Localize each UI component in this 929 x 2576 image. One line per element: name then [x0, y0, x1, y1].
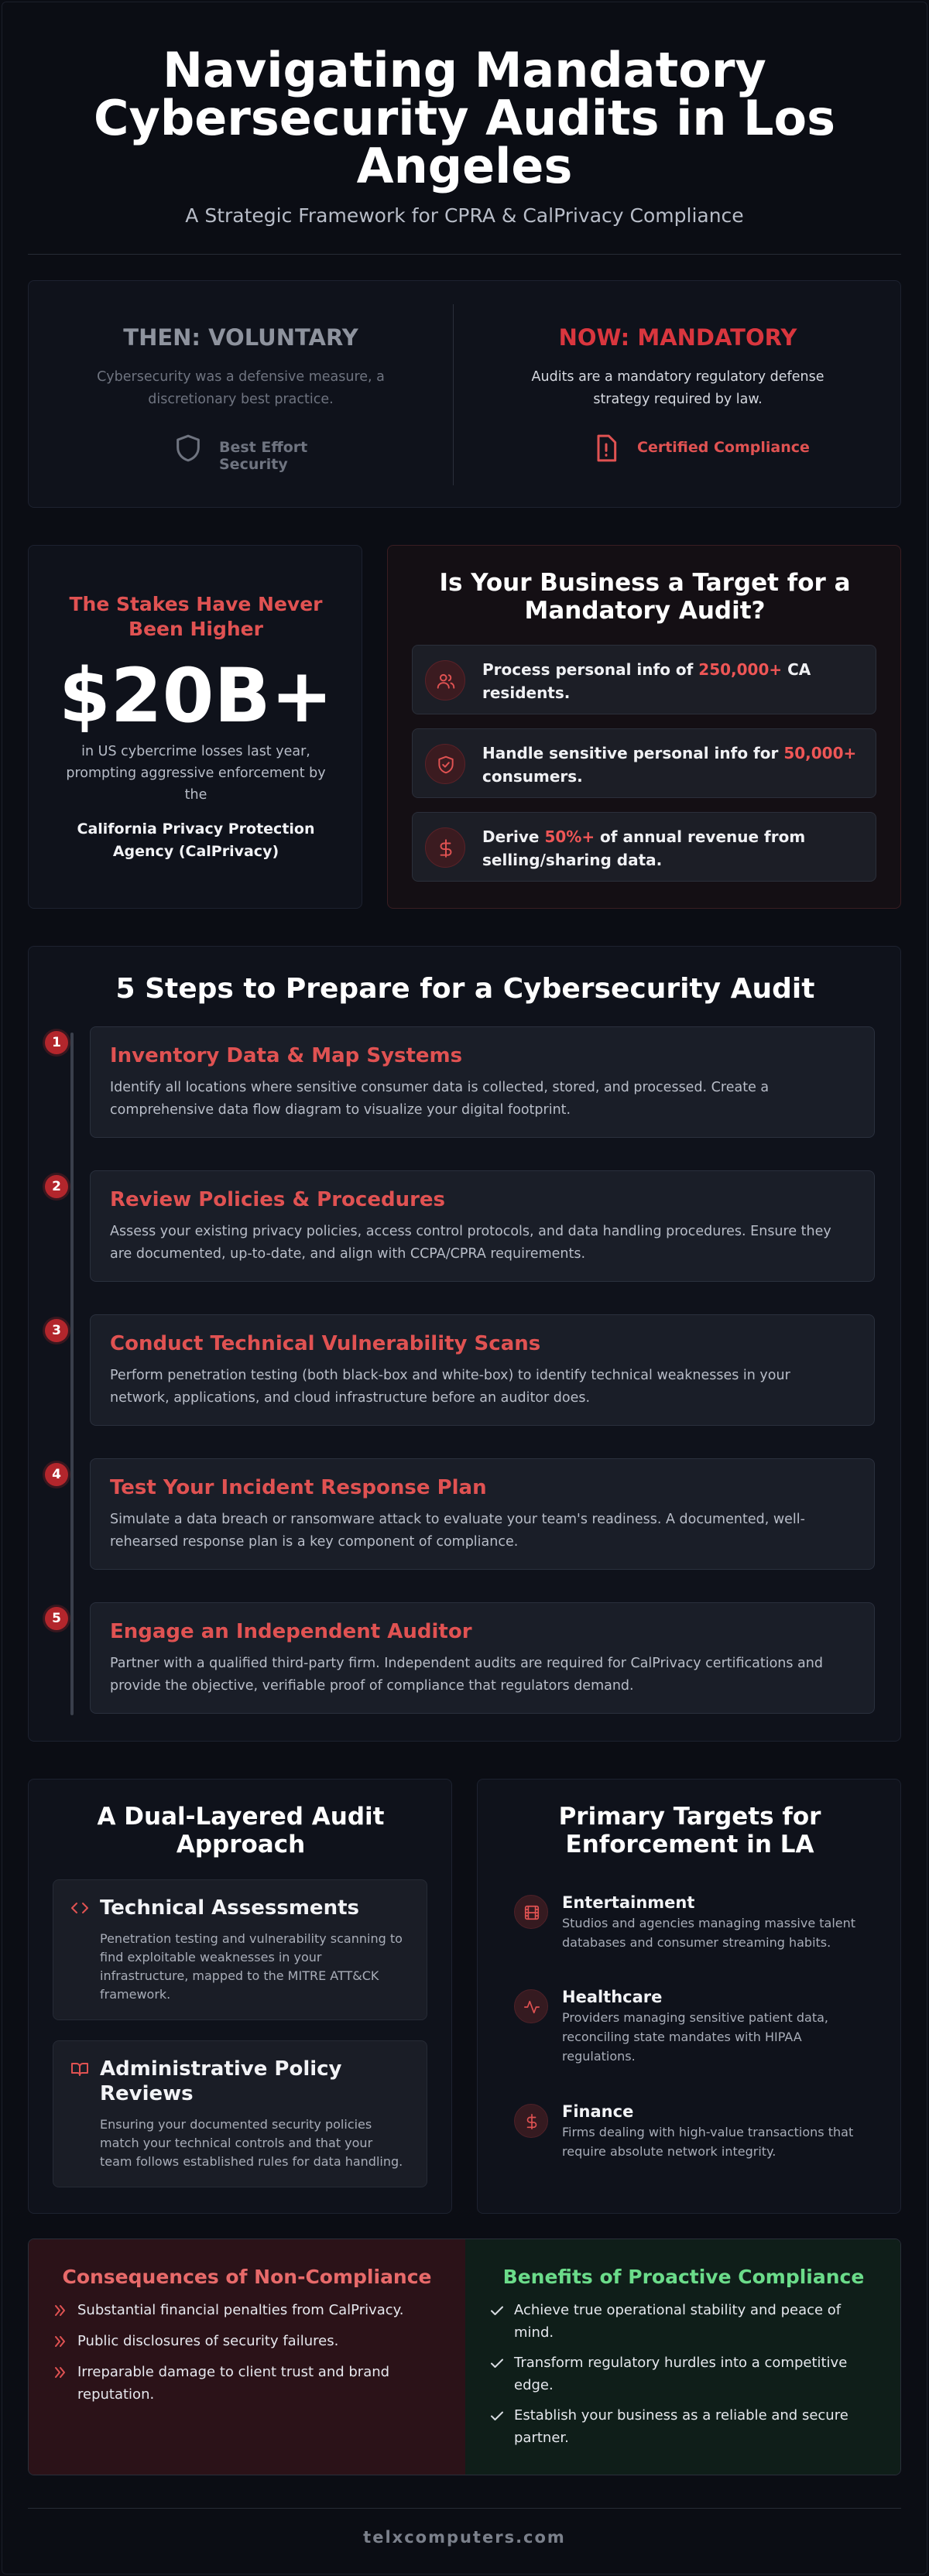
code-icon: [70, 1899, 89, 1917]
shield-icon: [173, 431, 204, 465]
text-line: A Dual-Layered Audit: [97, 1803, 385, 1831]
criterion-line: residents.: [482, 683, 571, 702]
target-title: Finance: [562, 2102, 634, 2121]
step-number: 2: [45, 1175, 68, 1198]
text-line: Reviews: [100, 2082, 194, 2105]
now-badge-label: Certified Compliance: [637, 439, 810, 456]
step-description: Identify all locations where sensitive consumer data is collected, stored, and processed. Create a comprehensive data flow diagram to visualize your digital footprint.: [110, 1080, 770, 1118]
text-line: Audits are a mandatory regulatory defense: [531, 369, 824, 385]
text-line: infrastructure, mapped to the MITRE ATT&CK: [100, 1968, 379, 1983]
text-line: find exploitable weaknesses in your: [100, 1950, 322, 1965]
criterion-icon-badge: [425, 660, 465, 701]
step-title: Review Policies & Procedures: [110, 1188, 446, 1211]
then-description: [29, 366, 453, 411]
step-title: Test Your Incident Response Plan: [110, 1476, 487, 1499]
chevrons-icon: [53, 2303, 68, 2318]
then-badge: [145, 428, 338, 473]
step-card: [90, 1026, 875, 1138]
step-description: Assess your existing privacy policies, access control protocols, and data handling procedures. Ensure they are documented, up-to-date, and align with CCPA/CPRA requirements.: [110, 1224, 831, 1262]
book-icon: [70, 2060, 89, 2078]
consequences-title: Consequences of Non-Compliance: [62, 2266, 432, 2288]
text-line: Penetration testing and vulnerability scanning to: [100, 1931, 403, 1946]
approach-item: [53, 1879, 427, 2020]
benefit-text: [514, 2352, 847, 2396]
text-line: Irreparable damage to client trust and brand: [77, 2364, 390, 2380]
text-line: Providers managing sensitive patient data,: [562, 2010, 828, 2025]
text-line: Enforcement in LA: [565, 1831, 814, 1858]
text-line: Is Your Business a Target for a: [439, 569, 851, 597]
footer-divider: [28, 2508, 901, 2509]
footer-site[interactable]: telxcomputers.com: [363, 2528, 566, 2547]
step-title: Engage an Independent Auditor: [110, 1620, 472, 1643]
step-number: 1: [45, 1031, 68, 1054]
criterion-text-pre: Handle sensitive personal info for: [482, 744, 784, 762]
title-line: Navigating Mandatory: [163, 42, 766, 98]
benefit-text: [514, 2299, 841, 2344]
text-line: Cybersecurity was a defensive measure, a: [97, 369, 385, 385]
agency-name: [29, 818, 363, 863]
criterion-text-post: of annual revenue from: [595, 827, 806, 846]
text-line: partner.: [514, 2430, 569, 2446]
stakes-card: [28, 545, 362, 909]
text-line: Achieve true operational stability and peace of: [514, 2302, 842, 2318]
text-line: reputation.: [77, 2386, 155, 2403]
text-line: The Stakes Have Never: [69, 593, 323, 615]
text-line: reconciling state mandates with HIPAA: [562, 2030, 802, 2044]
criterion-line: [482, 742, 862, 765]
stakes-stat: $20B+: [59, 653, 333, 739]
text-line: require absolute network integrity.: [562, 2144, 776, 2159]
target-description: [562, 2008, 879, 2066]
check-icon: [489, 2408, 505, 2424]
criterion-text-pre: Process personal info of: [482, 660, 699, 679]
text-line: Public disclosures of security failures.: [77, 2333, 339, 2349]
criterion-line: selling/sharing data.: [482, 851, 663, 869]
criterion-text: [482, 825, 862, 872]
title-line: Angeles: [356, 138, 573, 194]
step-number: 3: [45, 1319, 68, 1342]
page-title: [0, 42, 929, 194]
approach-item-description: [100, 1930, 410, 2004]
users-icon: [436, 671, 456, 691]
text-line: Firms dealing with high-value transactions that: [562, 2125, 854, 2139]
text-line: databases and consumer streaming habits.: [562, 1935, 831, 1950]
text-line: team follows established rules for data handling.: [100, 2154, 403, 2169]
benefits-title: Benefits of Proactive Compliance: [502, 2266, 865, 2288]
target-icon-badge: [514, 1895, 548, 1929]
now-title: NOW: MANDATORY: [558, 324, 797, 351]
step-description: Partner with a qualified third-party firm. Independent audits are required for CalPrivacy certifications and provide the objective, verifiable proof of compliance that regulators demand.: [110, 1656, 823, 1694]
criterion-highlight: 250,000+: [698, 660, 783, 679]
timeline-line: [70, 1033, 74, 1715]
step-card: [90, 1602, 875, 1714]
text-line: mind.: [514, 2324, 554, 2341]
step-description: Perform penetration testing (both black-box and white-box) to identify technical weaknesses in your network, applications, and cloud infrastructure before an auditor does.: [110, 1368, 790, 1406]
approach-item-title: Technical Assessments: [100, 1896, 359, 1920]
then-title: THEN: VOLUNTARY: [123, 324, 358, 351]
text-line: prompting aggressive enforcement by: [66, 766, 326, 781]
text-line: Substantial financial penalties from CalPrivacy.: [77, 2302, 404, 2318]
alert-document-icon: [591, 431, 622, 465]
criterion-row: [412, 645, 876, 714]
dollar-icon: [523, 2113, 540, 2130]
step-card: [90, 1314, 875, 1426]
text-line: Primary Targets for: [558, 1803, 821, 1831]
check-icon: [489, 2355, 505, 2371]
text-line: in US cybercrime losses last year,: [81, 744, 310, 759]
text-line: strategy required by law.: [593, 392, 763, 407]
targets-title: [478, 1803, 902, 1858]
step-card: [90, 1170, 875, 1282]
title-line: Cybersecurity Audits in Los: [93, 90, 836, 146]
text-line: edge.: [514, 2377, 554, 2393]
chevrons-icon: [53, 2365, 68, 2380]
consequence-text: [77, 2361, 389, 2406]
then-now-card: [28, 280, 901, 508]
criterion-line: consumers.: [482, 767, 583, 786]
criterion-line: [482, 825, 862, 848]
criterion-row: [412, 812, 876, 882]
text-line: Transform regulatory hurdles into a competitive: [514, 2355, 848, 2371]
text-line: Been Higher: [129, 618, 263, 640]
criterion-line: [482, 658, 862, 681]
target-icon-badge: [514, 2104, 548, 2138]
text-line: Agency (CalPrivacy): [112, 843, 279, 860]
approach-item: [53, 2040, 427, 2187]
step-title: Conduct Technical Vulnerability Scans: [110, 1332, 541, 1355]
criterion-row: [412, 728, 876, 798]
check-icon: [489, 2303, 505, 2318]
steps-title: 5 Steps to Prepare for a Cybersecurity Audit: [115, 973, 815, 1005]
text-line: Establish your business as a reliable and secure: [514, 2407, 848, 2424]
film-icon: [523, 1904, 540, 1921]
text-line: discretionary best practice.: [148, 392, 334, 407]
criterion-text: [482, 658, 862, 704]
criterion-text-post: CA: [782, 660, 811, 679]
stakes-heading: [29, 592, 363, 642]
criterion-highlight: 50%+: [544, 827, 595, 846]
text-line: Ensuring your documented security policies: [100, 2117, 372, 2132]
criterion-icon-badge: [425, 827, 465, 868]
activity-icon: [523, 1999, 540, 2016]
then-badge-label: Best Effort Security: [219, 439, 308, 473]
text-line: Mandatory Audit?: [524, 597, 766, 625]
text-line: Administrative Policy: [100, 2057, 342, 2081]
chevrons-icon: [53, 2334, 68, 2349]
approach-title: [29, 1803, 453, 1858]
step-description: Simulate a data breach or ransomware attack to evaluate your team's readiness. A documented, well-rehearsed response plan is a key component of compliance.: [110, 1512, 805, 1550]
consequence-text: [77, 2299, 404, 2321]
stakes-description: [29, 741, 363, 806]
text-line: match your technical controls and that your: [100, 2136, 373, 2150]
criterion-text-pre: Derive: [482, 827, 545, 846]
approach-item-title: [100, 2057, 342, 2106]
divider: [28, 254, 901, 255]
text-line: the: [184, 787, 207, 803]
step-number: 5: [45, 1607, 68, 1630]
step-number: 4: [45, 1463, 68, 1486]
step-title: Inventory Data & Map Systems: [110, 1044, 463, 1067]
text-line: California Privacy Protection: [77, 820, 315, 838]
now-description: [454, 366, 902, 411]
dollar-icon: [436, 838, 456, 858]
text-line: Approach: [176, 1831, 306, 1858]
criterion-icon-badge: [425, 744, 465, 784]
target-title: Entertainment: [562, 1893, 695, 1912]
consequence-text: [77, 2330, 338, 2352]
page-subtitle: A Strategic Framework for CPRA & CalPrivacy Compliance: [185, 204, 744, 227]
text-line: framework.: [100, 1987, 171, 2002]
target-check-title: [388, 569, 902, 625]
shield-check-icon: [436, 755, 456, 775]
benefit-text: [514, 2404, 848, 2449]
target-title: Healthcare: [562, 1988, 663, 2006]
target-icon-badge: [514, 1989, 548, 2023]
step-card: [90, 1458, 875, 1570]
now-badge: [563, 428, 811, 467]
text-line: regulations.: [562, 2049, 636, 2064]
criterion-text: [482, 742, 862, 788]
target-description: [562, 2122, 879, 2161]
text-line: Studios and agencies managing massive talent: [562, 1916, 856, 1930]
approach-item-description: [100, 2115, 410, 2171]
criterion-highlight: 50,000+: [783, 744, 857, 762]
target-description: [562, 1913, 879, 1952]
